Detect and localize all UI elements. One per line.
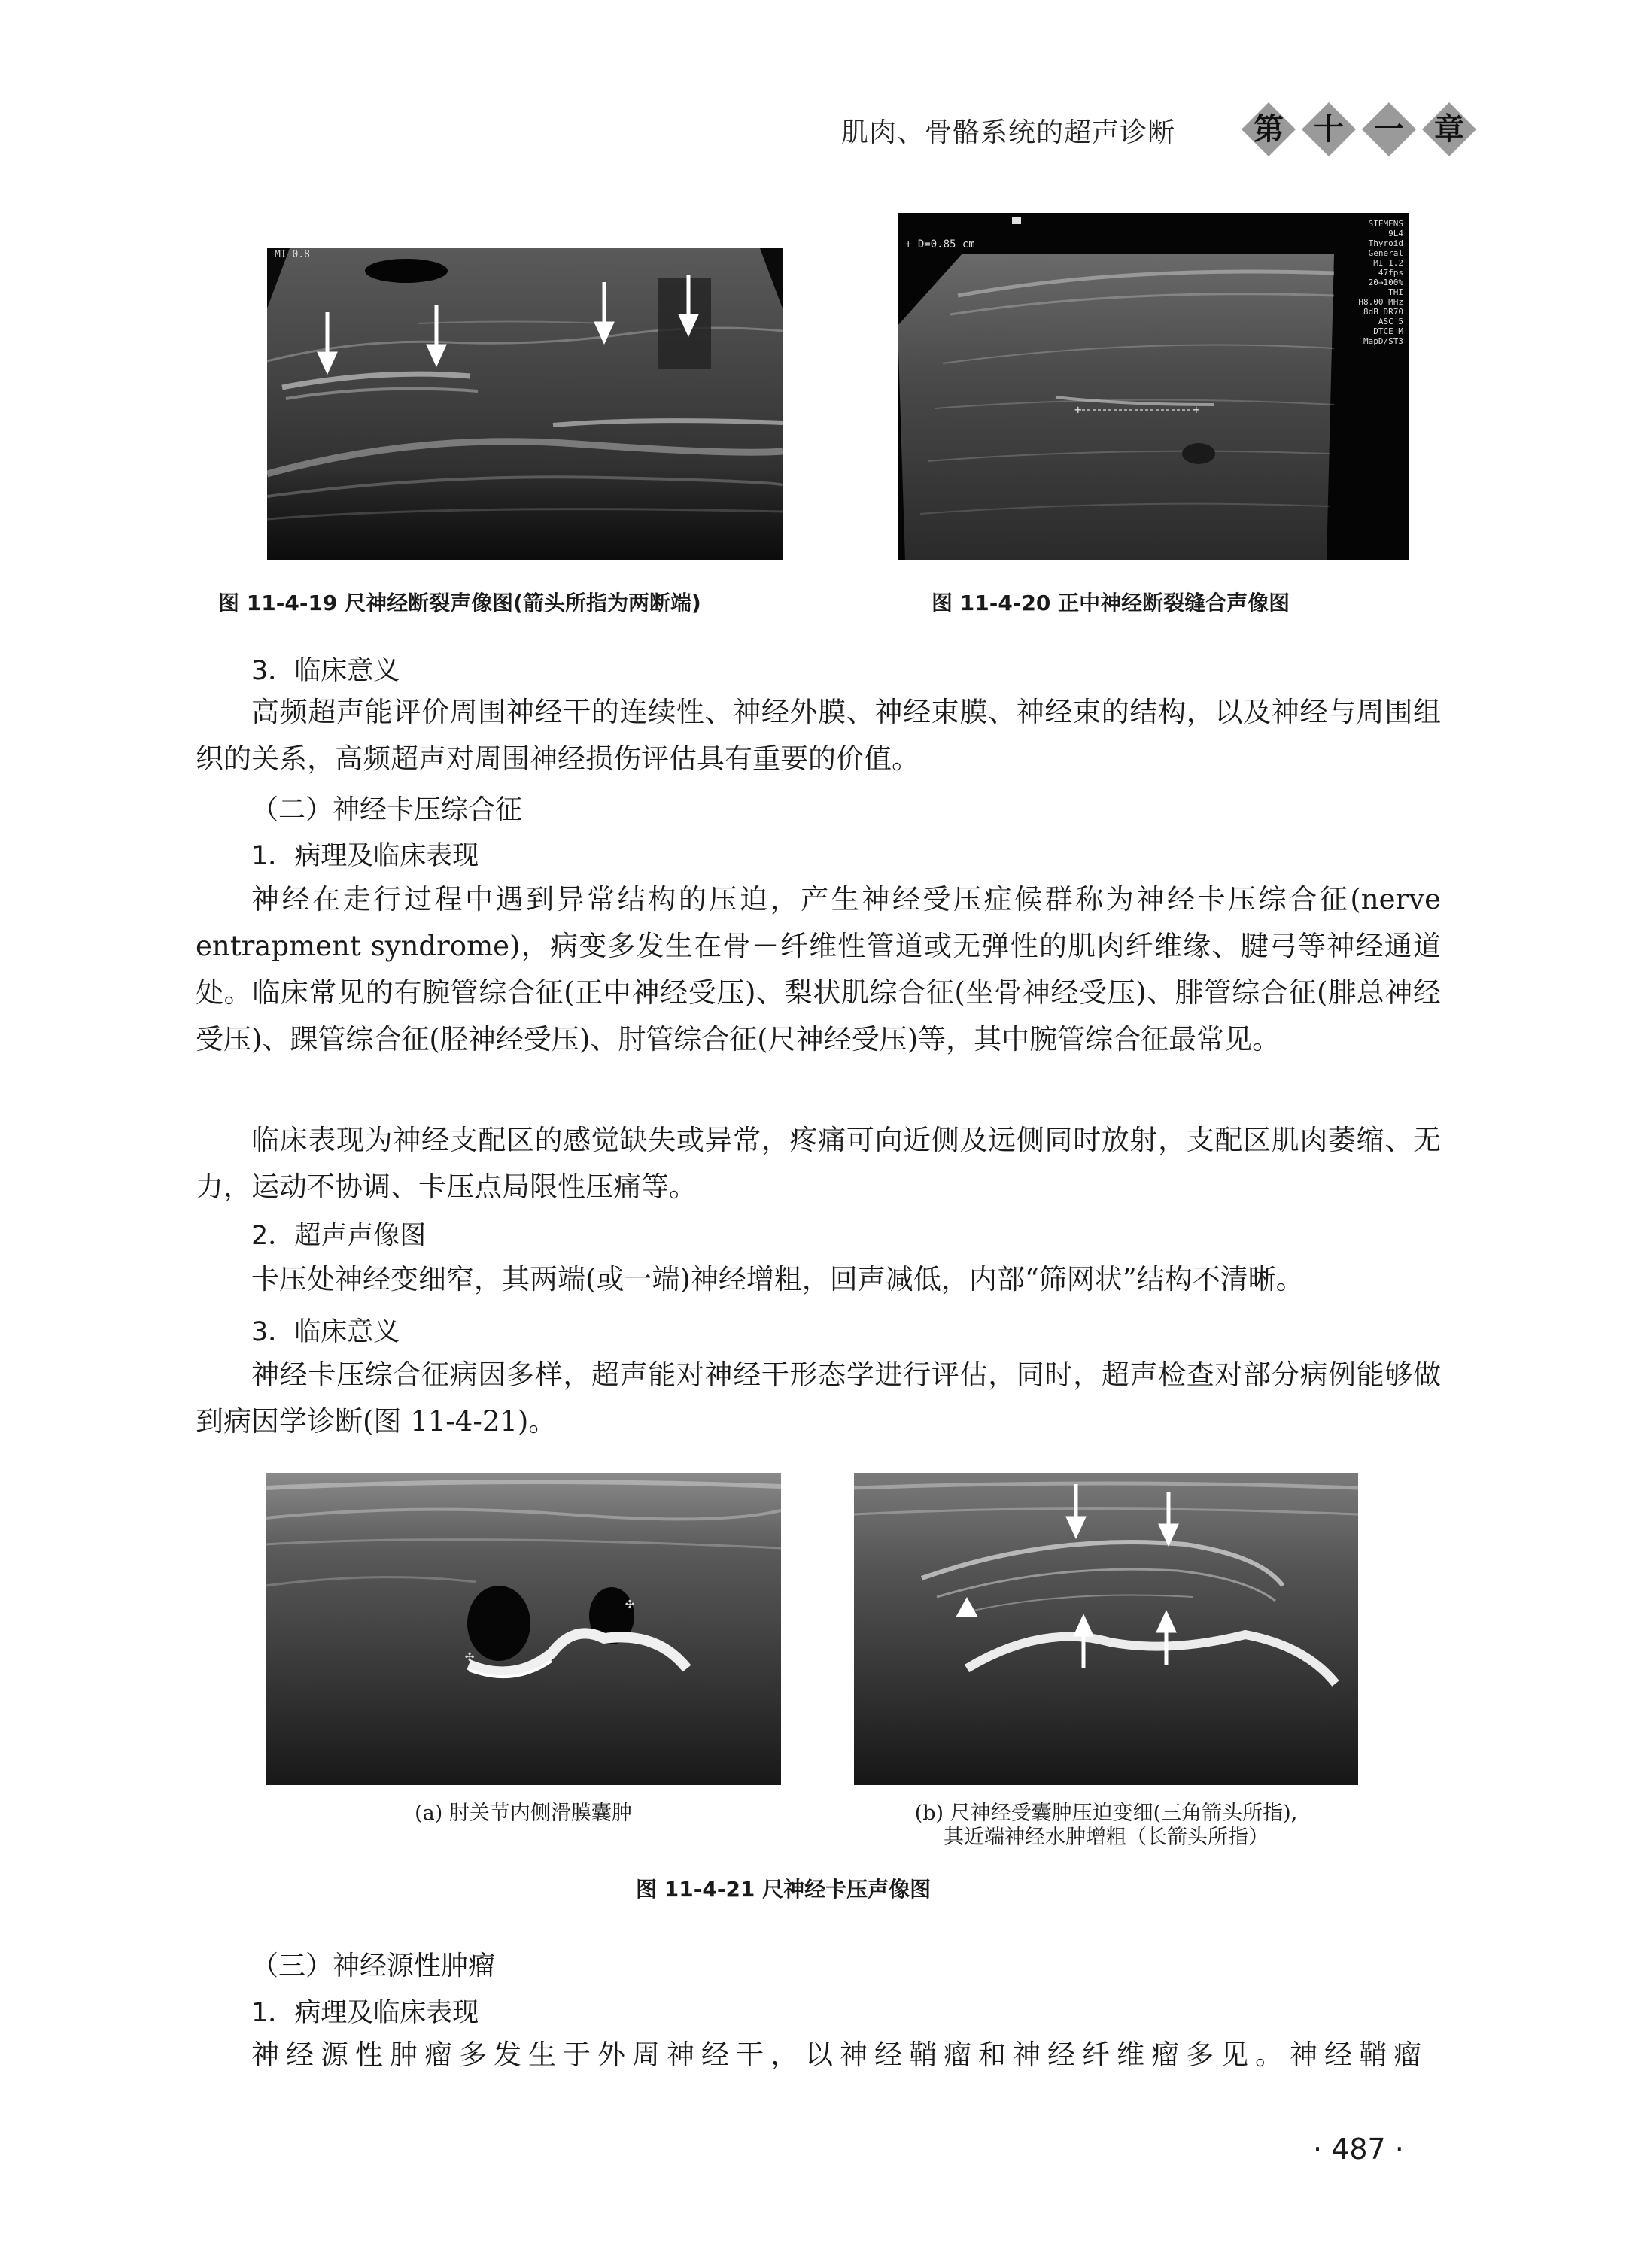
- figure-11-4-21a-ultrasound: [266, 1473, 781, 1785]
- svg-text:✣: ✣: [465, 1647, 475, 1665]
- svg-text:8dB DR70: 8dB DR70: [1363, 307, 1403, 317]
- svg-text:THI: THI: [1388, 287, 1403, 297]
- heading-sonographic-findings: 2．超声声像图: [251, 1221, 427, 1251]
- svg-text:+ D=0.85 cm: + D=0.85 cm: [905, 238, 975, 250]
- figure-11-4-21a-subcaption: (a) 肘关节内侧滑膜囊肿: [415, 1802, 632, 1825]
- svg-text:General: General: [1368, 248, 1403, 258]
- paragraph-clinical-manifestation: 临床表现为神经支配区的感觉缺失或异常，疼痛可向近侧及远侧同时放射，支配区肌肉萎缩、无力，运动不协调、卡压点局限性压痛等。: [196, 1124, 1441, 1203]
- paragraph-neurogenic-tumor: 神经源性肿瘤多发生于外周神经干，以神经鞘瘤和神经纤维瘤多见。神经鞘瘤: [251, 2039, 1428, 2071]
- figure-11-4-21b-ultrasound: [854, 1473, 1358, 1785]
- heading-clinical-significance-1: 3．临床意义: [251, 656, 400, 686]
- heading-pathology-2: 1．病理及临床表现: [251, 1998, 479, 2028]
- figure-11-4-20-caption: 图 11-4-20 正中神经断裂缝合声像图: [932, 591, 1290, 615]
- svg-text:20→100%: 20→100%: [1368, 278, 1403, 287]
- svg-text:9L4: 9L4: [1388, 229, 1403, 238]
- section-title-neurogenic-tumor: （三）神经源性肿瘤: [251, 1951, 496, 1981]
- section-title-nerve-entrapment: （二）神经卡压综合征: [251, 794, 523, 825]
- svg-text:MI 0.8: MI 0.8: [275, 249, 310, 260]
- chapter-mark-3: 一: [1360, 101, 1418, 158]
- figure-11-4-21b-subcaption-line-1: (b) 尺神经受囊肿压迫变细(三角箭头所指),: [914, 1802, 1298, 1825]
- heading-pathology-1: 1．病理及临床表现: [251, 841, 479, 871]
- paragraph-high-frequency-ultrasound: 高频超声能评价周围神经干的连续性、神经外膜、神经束膜、神经束的结构，以及神经与周围组织的关系，高频超声对周围神经损伤评估具有重要的价值。: [196, 696, 1441, 775]
- svg-text:H8.00 MHz: H8.00 MHz: [1358, 297, 1403, 307]
- svg-text:MapD/ST3: MapD/ST3: [1363, 336, 1403, 346]
- chapter-mark-1: 第: [1240, 101, 1297, 158]
- svg-text:DTCE M: DTCE M: [1373, 326, 1403, 336]
- svg-text:47fps: 47fps: [1378, 268, 1403, 278]
- chapter-mark-4: 章: [1421, 101, 1478, 158]
- figure-11-4-19-ultrasound: [267, 248, 783, 560]
- figure-11-4-19-caption: 图 11-4-19 尺神经断裂声像图(箭头所指为两断端): [218, 591, 701, 615]
- svg-text:ASC 5: ASC 5: [1378, 317, 1403, 326]
- running-header-title: 肌肉、骨骼系统的超声诊断: [841, 117, 1176, 148]
- chapter-mark-2: 十: [1300, 101, 1357, 158]
- svg-text:MI 1.2: MI 1.2: [1373, 258, 1403, 268]
- figure-11-4-20-ultrasound: [898, 213, 1409, 560]
- svg-text:SIEMENS: SIEMENS: [1368, 219, 1403, 229]
- svg-text:+: +: [1193, 402, 1200, 417]
- svg-text:✣: ✣: [625, 1594, 635, 1612]
- paragraph-entrapment-etiology: 神经卡压综合征病因多样，超声能对神经干形态学进行评估，同时，超声检查对部分病例能够做到病因学诊断(图 11-4-21)。: [196, 1359, 1441, 1438]
- page-number: · 487 ·: [1313, 2133, 1404, 2166]
- figure-11-4-21-caption: 图 11-4-21 尺神经卡压声像图: [636, 1877, 932, 1902]
- svg-text:Thyroid: Thyroid: [1368, 238, 1403, 248]
- heading-clinical-significance-2: 3．临床意义: [251, 1317, 400, 1347]
- paragraph-sonographic-findings: 卡压处神经变细窄，其两端(或一端)神经增粗，回声减低，内部“筛网状”结构不清晰。: [251, 1263, 1304, 1295]
- paragraph-entrapment-definition: 神经在走行过程中遇到异常结构的压迫，产生神经受压症候群称为神经卡压综合征(nerve entrapment syndrome)，病变多发生在骨－纤维性管道或无弹性的肌肉纤维缘、腱弓等神经通道处。临床常见的有腕管综合征(正中神经受压)、梨状肌综合征(坐骨神经受压)、腓管综合征(腓总神经受压)、踝管综合征(胫神经受压)、肘管综合征(尺神经受压)等，其中腕管综合征最常见。: [196, 883, 1441, 1055]
- svg-text:+: +: [1074, 402, 1082, 417]
- figure-11-4-21b-subcaption-line-2: 其近端神经水肿增粗（长箭头所指）: [944, 1826, 1269, 1849]
